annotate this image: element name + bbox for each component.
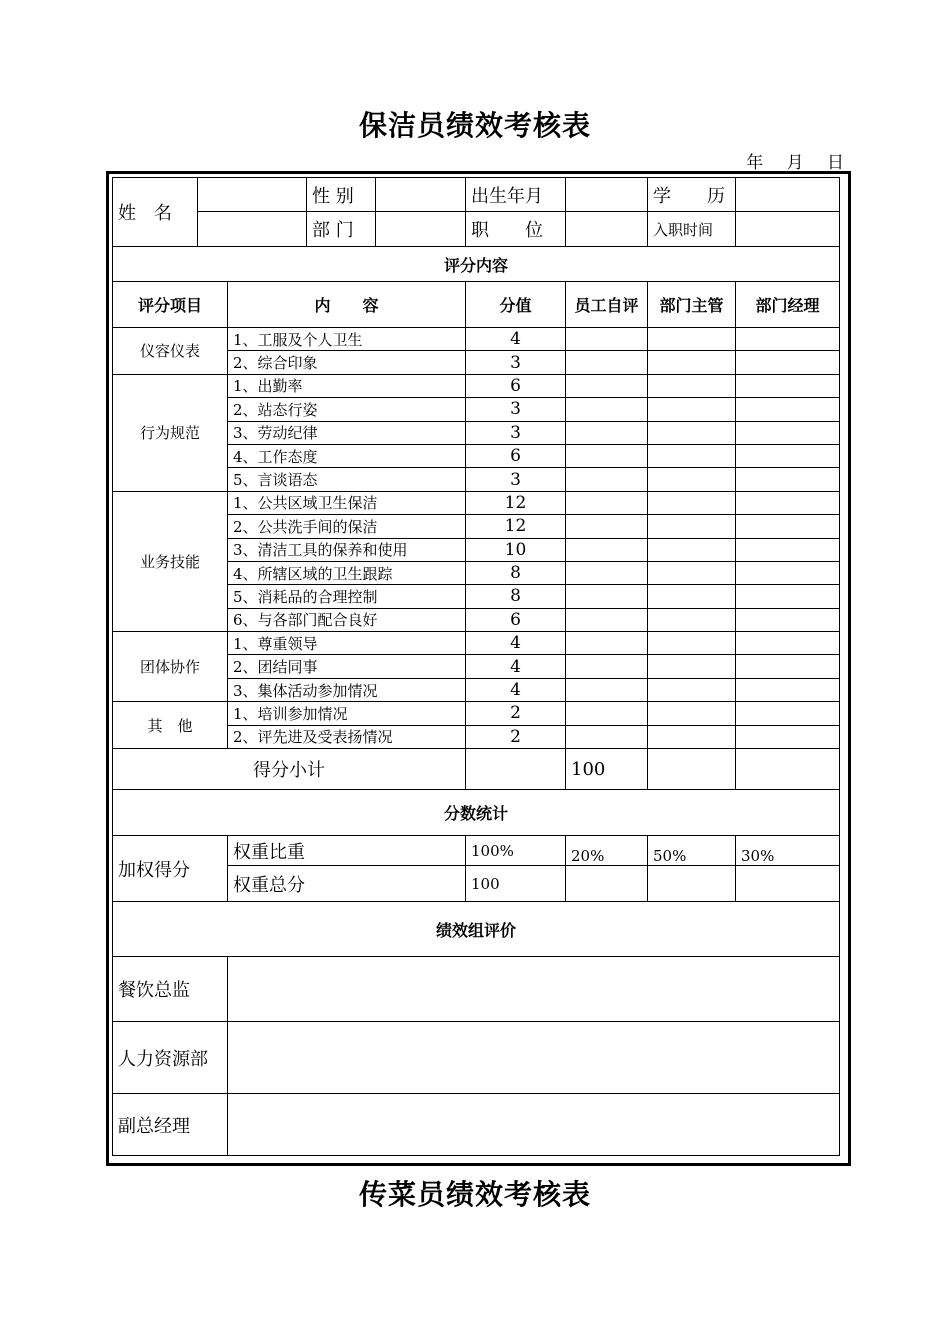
- birth-value[interactable]: [566, 178, 648, 212]
- manager-cell[interactable]: [736, 561, 840, 584]
- subtotal-label: 得分小计: [113, 749, 466, 790]
- supervisor-cell[interactable]: [648, 468, 736, 491]
- table-row: [113, 328, 840, 351]
- item-content: 2、团结同事: [228, 655, 466, 678]
- reviewer-label-deputy-gm: 副总经理: [113, 1094, 228, 1156]
- self-eval-cell[interactable]: [566, 632, 648, 655]
- weight-total-value: 100: [466, 866, 566, 902]
- item-content: 3、劳动纪律: [228, 421, 466, 444]
- manager-cell[interactable]: [736, 515, 840, 538]
- supervisor-cell[interactable]: [648, 421, 736, 444]
- table-row: [113, 702, 840, 725]
- manager-cell[interactable]: [736, 655, 840, 678]
- category-label: 仪容仪表: [113, 328, 228, 375]
- evaluation-form: [106, 171, 851, 1166]
- item-score: 4: [466, 328, 566, 351]
- score-items: [113, 328, 840, 749]
- manager-cell[interactable]: [736, 351, 840, 374]
- self-eval-cell[interactable]: [566, 608, 648, 631]
- gender-value[interactable]: [376, 178, 466, 212]
- item-score: 3: [466, 351, 566, 374]
- item-score: 4: [466, 632, 566, 655]
- self-eval-cell[interactable]: [566, 374, 648, 397]
- item-content: 6、与各部门配合良好: [228, 608, 466, 631]
- supervisor-cell[interactable]: [648, 561, 736, 584]
- category-label: 团体协作: [113, 632, 228, 702]
- supervisor-cell[interactable]: [648, 725, 736, 748]
- supervisor-cell[interactable]: [648, 328, 736, 351]
- manager-cell[interactable]: [736, 585, 840, 608]
- weighted-label: 加权得分: [113, 836, 228, 902]
- self-eval-cell[interactable]: [566, 468, 648, 491]
- self-eval-cell[interactable]: [566, 421, 648, 444]
- weight-total-supervisor[interactable]: [648, 866, 736, 902]
- col-supervisor: 部门主管: [648, 282, 736, 328]
- item-score: 8: [466, 585, 566, 608]
- subtotal-supervisor[interactable]: [648, 749, 736, 790]
- col-manager: 部门经理: [736, 282, 840, 328]
- reviewer-label-fb-director: 餐饮总监: [113, 957, 228, 1022]
- manager-cell[interactable]: [736, 702, 840, 725]
- item-content: 2、站态行姿: [228, 398, 466, 421]
- category-label: 业务技能: [113, 491, 228, 631]
- supervisor-cell[interactable]: [648, 398, 736, 421]
- weight-ratio-supervisor: 50%: [648, 836, 736, 866]
- category-label: 其 他: [113, 702, 228, 749]
- evaluation-table: [112, 177, 840, 1156]
- weight-ratio-manager: 30%: [736, 836, 840, 866]
- manager-cell[interactable]: [736, 538, 840, 561]
- item-score: 6: [466, 374, 566, 397]
- name-value-2[interactable]: [198, 212, 307, 247]
- item-score: 3: [466, 421, 566, 444]
- weight-ratio-label: 权重比重: [228, 836, 466, 866]
- supervisor-cell[interactable]: [648, 491, 736, 514]
- dept-value[interactable]: [376, 212, 466, 247]
- section-stats-header: 分数统计: [113, 790, 840, 836]
- table-row: [113, 491, 840, 514]
- col-content: 内 容: [228, 282, 466, 328]
- item-score: 12: [466, 515, 566, 538]
- position-label: 职 位: [466, 212, 566, 247]
- manager-cell[interactable]: [736, 678, 840, 701]
- self-eval-cell[interactable]: [566, 655, 648, 678]
- gender-label: 性 别: [307, 178, 376, 212]
- supervisor-cell[interactable]: [648, 374, 736, 397]
- item-content: 2、综合印象: [228, 351, 466, 374]
- item-score: 3: [466, 398, 566, 421]
- table-row: [113, 632, 840, 655]
- item-content: 5、消耗品的合理控制: [228, 585, 466, 608]
- reviewer-comment-deputy-gm[interactable]: [228, 1094, 840, 1156]
- weight-ratio-total: 100%: [466, 836, 566, 866]
- self-eval-cell[interactable]: [566, 491, 648, 514]
- supervisor-cell[interactable]: [648, 538, 736, 561]
- section-score-header: 评分内容: [113, 247, 840, 282]
- weight-total-self[interactable]: [566, 866, 648, 902]
- weight-ratio-self: 20%: [566, 836, 648, 866]
- date-month: 月: [786, 153, 804, 173]
- manager-cell[interactable]: [736, 444, 840, 467]
- dept-label: 部 门: [307, 212, 376, 247]
- self-eval-cell[interactable]: [566, 515, 648, 538]
- supervisor-cell[interactable]: [648, 655, 736, 678]
- reviewer-comment-hr[interactable]: [228, 1022, 840, 1094]
- manager-cell[interactable]: [736, 491, 840, 514]
- item-score: 4: [466, 655, 566, 678]
- self-eval-cell[interactable]: [566, 725, 648, 748]
- manager-cell[interactable]: [736, 328, 840, 351]
- item-score: 12: [466, 491, 566, 514]
- item-score: 2: [466, 702, 566, 725]
- item-score: 6: [466, 608, 566, 631]
- category-label: 行为规范: [113, 374, 228, 491]
- table-row: [113, 374, 840, 397]
- item-content: 3、集体活动参加情况: [228, 678, 466, 701]
- item-score: 3: [466, 468, 566, 491]
- supervisor-cell[interactable]: [648, 351, 736, 374]
- subtotal-manager[interactable]: [736, 749, 840, 790]
- item-content: 1、培训参加情况: [228, 702, 466, 725]
- self-eval-cell[interactable]: [566, 444, 648, 467]
- manager-cell[interactable]: [736, 468, 840, 491]
- name-label: 姓 名: [113, 178, 198, 247]
- reviewer-label-hr: 人力资源部: [113, 1022, 228, 1094]
- col-category: 评分项目: [113, 282, 228, 328]
- supervisor-cell[interactable]: [648, 702, 736, 725]
- date-year: 年: [746, 153, 764, 173]
- item-score: 8: [466, 561, 566, 584]
- manager-cell[interactable]: [736, 421, 840, 444]
- education-value[interactable]: [736, 178, 840, 212]
- hire-date-value[interactable]: [736, 212, 840, 247]
- manager-cell[interactable]: [736, 632, 840, 655]
- reviewer-comment-fb-director[interactable]: [228, 957, 840, 1022]
- subtotal-score: [466, 749, 566, 790]
- manager-cell[interactable]: [736, 374, 840, 397]
- self-eval-cell[interactable]: [566, 351, 648, 374]
- education-label: 学 历: [648, 178, 736, 212]
- page-title: 保洁员绩效考核表: [358, 109, 591, 142]
- item-content: 1、出勤率: [228, 374, 466, 397]
- item-score: 10: [466, 538, 566, 561]
- self-eval-cell[interactable]: [566, 398, 648, 421]
- manager-cell[interactable]: [736, 608, 840, 631]
- weight-total-label: 权重总分: [228, 866, 466, 902]
- manager-cell[interactable]: [736, 398, 840, 421]
- item-content: 4、所辖区域的卫生跟踪: [228, 561, 466, 584]
- supervisor-cell[interactable]: [648, 608, 736, 631]
- self-eval-cell[interactable]: [566, 328, 648, 351]
- self-eval-cell[interactable]: [566, 678, 648, 701]
- birth-label: 出生年月: [466, 178, 566, 212]
- position-value[interactable]: [566, 212, 648, 247]
- manager-cell[interactable]: [736, 725, 840, 748]
- weight-total-manager[interactable]: [736, 866, 840, 902]
- item-content: 2、公共洗手间的保洁: [228, 515, 466, 538]
- item-score: 2: [466, 725, 566, 748]
- item-score: 6: [466, 444, 566, 467]
- supervisor-cell[interactable]: [648, 444, 736, 467]
- name-value[interactable]: [198, 178, 307, 212]
- item-content: 1、公共区域卫生保洁: [228, 491, 466, 514]
- hire-date-label: 入职时间: [648, 212, 736, 247]
- self-eval-cell[interactable]: [566, 561, 648, 584]
- item-content: 3、清洁工具的保养和使用: [228, 538, 466, 561]
- subtotal-self: 100: [566, 749, 648, 790]
- date-line: [728, 148, 844, 173]
- col-score: 分值: [466, 282, 566, 328]
- item-score: 4: [466, 678, 566, 701]
- self-eval-cell[interactable]: [566, 702, 648, 725]
- self-eval-cell[interactable]: [566, 538, 648, 561]
- col-self-eval: 员工自评: [566, 282, 648, 328]
- supervisor-cell[interactable]: [648, 515, 736, 538]
- section-group-header: 绩效组评价: [113, 902, 840, 957]
- item-content: 4、工作态度: [228, 444, 466, 467]
- item-content: 1、尊重领导: [228, 632, 466, 655]
- supervisor-cell[interactable]: [648, 632, 736, 655]
- item-content: 1、工服及个人卫生: [228, 328, 466, 351]
- item-content: 2、评先进及受表扬情况: [228, 725, 466, 748]
- supervisor-cell[interactable]: [648, 678, 736, 701]
- supervisor-cell[interactable]: [648, 585, 736, 608]
- item-content: 5、言谈语态: [228, 468, 466, 491]
- next-form-title: 传菜员绩效考核表: [358, 1178, 591, 1211]
- self-eval-cell[interactable]: [566, 585, 648, 608]
- date-day: 日: [827, 153, 844, 173]
